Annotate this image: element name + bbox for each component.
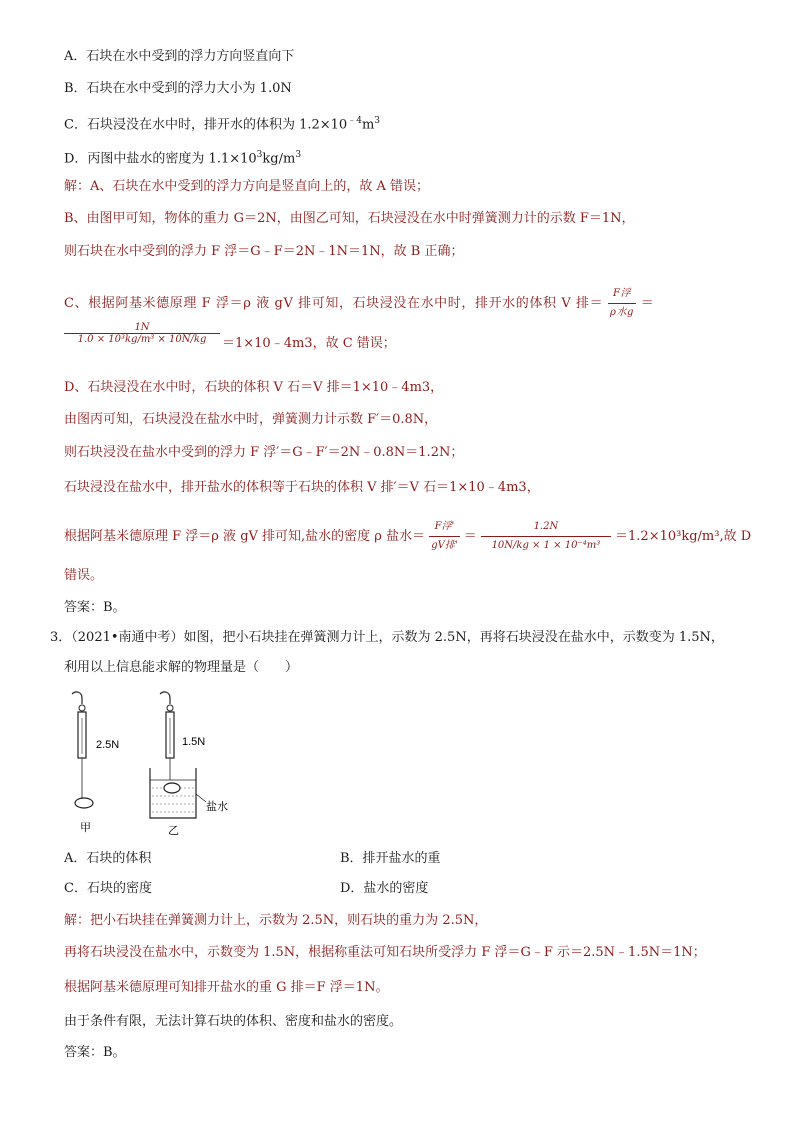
option-c-exp: ﹣4	[347, 116, 362, 126]
solution1-answer: 答案：B。	[64, 600, 126, 615]
solution2-line1: 解：把小石块挂在弹簧测力计上，示数为 2.5N，则石块的重力为 2.5N，	[64, 913, 488, 928]
spring-scale-figure	[60, 688, 260, 838]
solution1-line11: 错误。	[64, 568, 104, 583]
fraction-2-num: 1N	[64, 322, 220, 334]
question3-line1: 3．（2021•南通中考）如图，把小石块挂在弹簧测力计上，示数为 2.5N，再将石块浸没在盐水中，示数变为 1.5N，	[50, 630, 724, 645]
label-left-reading: 2.5N	[96, 739, 120, 751]
option-c	[64, 112, 380, 134]
solution1-line5: ＝1×10﹣4m3，故 C 错误；	[222, 336, 396, 351]
option-c-unit: m	[361, 117, 375, 133]
question3-line2: 利用以上信息能求解的物理量是（ ）	[64, 660, 299, 675]
solution1-line9: 石块浸没在盐水中，排开盐水的体积等于石块的体积 V 排′＝V 石＝1×10﹣4m3，	[64, 480, 540, 495]
q3-option-a: A．石块的体积	[64, 851, 152, 866]
option-d-exp: 3	[256, 150, 263, 160]
solution1-line7: 由图丙可知，石块浸没在盐水中时，弹簧测力计示数 F′＝0.8N，	[64, 412, 438, 427]
fraction-2-den: 1.0 × 10³kg/m³ × 10N/kg	[77, 334, 207, 345]
fraction-1-num: F浮	[608, 285, 636, 304]
fraction-3-den: gV排'	[431, 540, 458, 551]
solution1-line4	[64, 285, 654, 322]
equals-sign-2: ＝	[463, 529, 477, 544]
fraction-4	[481, 518, 611, 555]
option-d-unit: kg/m	[262, 151, 296, 167]
solution1-line10	[64, 518, 751, 555]
fraction-2	[64, 322, 220, 345]
solution2-line2: 再将石块浸没在盐水中，示数变为 1.5N，根据称重法可知石块所受浮力 F 浮＝G﹣F 示＝2.5N﹣1.5N＝1N；	[64, 945, 706, 960]
fraction-3-num: F浮'	[429, 518, 459, 537]
solution1-line4-text: C、根据阿基米德原理 F 浮＝ρ 液 gV 排可知，石块浸没在水中时，排开水的体积 V 排＝	[64, 296, 604, 311]
option-b: B．石块在水中受到的浮力大小为 1.0N	[64, 81, 292, 96]
solution2-line4: 由于条件有限，无法计算石块的体积、密度和盐水的密度。	[64, 1014, 403, 1029]
equals-sign: ＝	[640, 296, 655, 311]
option-d	[64, 146, 301, 168]
option-d-unit-exp: 3	[295, 150, 302, 160]
q3-option-c: C．石块的密度	[64, 881, 152, 896]
solution1-line6: D、石块浸没在水中时，石块的体积 V 石＝V 排＝1×10﹣4m3，	[64, 380, 444, 395]
solution2-line3: 根据阿基米德原理可知排开盐水的重 G 排＝F 浮＝1N。	[64, 980, 389, 995]
solution1-line1: 解：A、石块在水中受到的浮力方向是竖直向上的，故 A 错误；	[64, 179, 430, 194]
fraction-4-den: 10N/kg × 1 × 10⁻⁴m³	[491, 540, 601, 551]
q3-option-d: D．盐水的密度	[340, 881, 429, 896]
option-d-text: D．丙图中盐水的密度为 1.1×10	[64, 151, 257, 167]
solution1-line8: 则石块浸没在盐水中受到的浮力 F 浮′＝G﹣F′＝2N﹣0.8N＝1.2N；	[64, 445, 464, 460]
fraction-3	[429, 518, 459, 555]
solution1-line2: B、由图甲可知，物体的重力 G＝2N，由图乙可知，石块浸没在水中时弹簧测力计的示数 F＝1N，	[64, 211, 635, 226]
option-c-unit-exp: 3	[374, 116, 380, 126]
label-right-reading: 1.5N	[182, 736, 206, 748]
q3-option-b: B．排开盐水的重	[340, 851, 441, 866]
fraction-4-num: 1.2N	[481, 518, 611, 537]
label-salt-water: 盐水	[206, 801, 228, 813]
solution1-line10-result: ＝1.2×10³kg/m³,故 D	[615, 529, 752, 544]
fraction-1-den: ρ水g	[609, 307, 635, 318]
option-c-text: C．石块浸没在水中时，排开水的体积为 1.2×10	[64, 117, 348, 133]
option-a: A．石块在水中受到的浮力方向竖直向下	[64, 49, 295, 64]
solution1-line3: 则石块在水中受到的浮力 F 浮＝G﹣F＝2N﹣1N＝1N，故 B 正确；	[64, 244, 464, 259]
solution1-line10-text: 根据阿基米德原理 F 浮＝ρ 液 gV 排可知,盐水的密度 ρ 盐水＝	[64, 529, 426, 544]
label-yi: 乙	[168, 825, 179, 837]
solution2-answer: 答案：B。	[64, 1045, 126, 1060]
label-jia: 甲	[80, 822, 91, 834]
fraction-1	[608, 285, 636, 322]
